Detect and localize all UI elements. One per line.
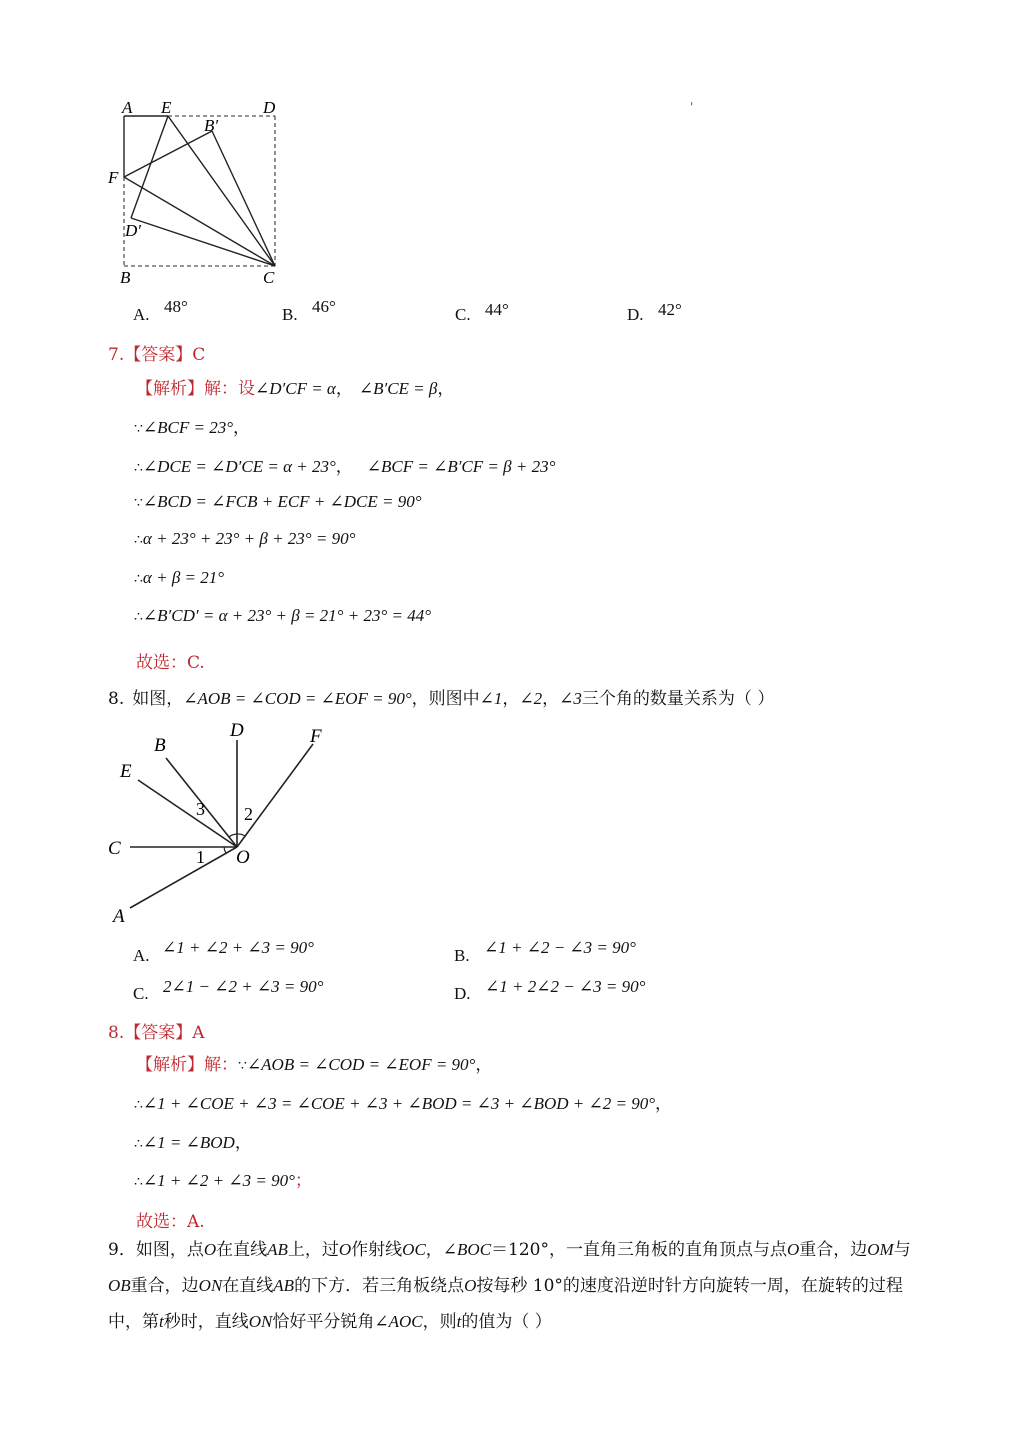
label-F: F [108, 168, 119, 187]
q9-var: ON [198, 1276, 223, 1295]
q8-sep-2: ， [542, 689, 560, 709]
q8-option-a-letter: A. [133, 946, 150, 965]
step-math: ∠1 + ∠COE + ∠3 = ∠COE + ∠3 + ∠BOD = ∠3 + ∠BOD + ∠2 = 90° [142, 1094, 656, 1113]
answer-7-analysis-line [136, 374, 454, 399]
analysis-intro: 解： [204, 1055, 238, 1075]
ray-OF [237, 744, 313, 847]
step-tail: ， [234, 1133, 252, 1153]
segment-BpC [212, 131, 275, 266]
q9-var: O [787, 1240, 800, 1259]
label-D: D [263, 98, 276, 117]
step-math: ∠DCE = ∠D′CE = α + 23° [142, 457, 336, 476]
label-O: O [236, 847, 250, 868]
label-E: E [120, 761, 132, 782]
analysis-sep-2: ， [437, 379, 455, 399]
step-math: ∠BCD = ∠FCB + ECF + ∠DCE = 90° [142, 492, 422, 511]
q9-var: O [464, 1276, 477, 1295]
q8-text-a: 如图， [132, 689, 184, 709]
a7-step-4 [134, 529, 355, 549]
analysis-label: 【解析】 [136, 379, 204, 399]
q9-var: t [159, 1312, 164, 1331]
q9-text: 与 [893, 1240, 911, 1260]
a7-step-6 [134, 606, 431, 626]
q9-number: 9． [108, 1240, 136, 1260]
step-symbol: ∴ [134, 1097, 143, 1113]
question-8 [108, 684, 774, 709]
label-E: E [161, 98, 172, 117]
q8-text-c: 三个角的数量关系为（ ） [581, 689, 775, 709]
angle-arc-2 [237, 834, 245, 836]
analysis-math-2: ∠B′CE = β [358, 379, 438, 398]
label-C: C [108, 838, 121, 859]
q8-option-d-value: ∠1 + 2∠2 − ∠3 = 90° [485, 977, 646, 996]
step-tail: ； [294, 1171, 312, 1191]
stray-mark: ' [690, 100, 694, 114]
q9-text: 恰好平分锐角∠ [272, 1312, 389, 1332]
q9-text: 重合，边 [799, 1240, 868, 1260]
label-B: B [154, 735, 166, 756]
q7-option-a-value: 48° [164, 297, 188, 316]
a8-step-1 [134, 1089, 672, 1114]
q9-text: 按每秒 10°的速度沿逆时针方向旋转一周，在旋转的过程中，第 [108, 1276, 903, 1332]
step-math: α + β = 21° [142, 568, 225, 587]
step-symbol: ∵ [134, 495, 143, 511]
q8-option-c-letter: C. [133, 984, 149, 1003]
step-symbol: ∴ [134, 571, 143, 587]
q9-text: 在直线 [222, 1276, 274, 1296]
a7-step-5 [134, 568, 224, 588]
a7-step-3 [134, 492, 422, 512]
q9-text: 的值为（ ） [461, 1312, 552, 1332]
step-math: ∠BCF = 23° [142, 418, 234, 437]
q9-text: ＝120°，一直角三角板的直角顶点与点 [491, 1240, 787, 1260]
step-math: ∠1 + ∠2 + ∠3 = 90° [142, 1171, 295, 1190]
label-D: D [230, 720, 244, 741]
figure-7-diagram [100, 95, 300, 295]
a8-step-2 [134, 1128, 252, 1153]
step-symbol: ∴ [134, 1174, 143, 1190]
analysis-tail: ， [475, 1055, 493, 1075]
q9-var: OM [867, 1240, 894, 1259]
segment-FC [124, 177, 275, 266]
analysis-label: 【解析】 [136, 1055, 204, 1075]
q9-var: BOC [457, 1240, 492, 1259]
angle-arc-3 [229, 834, 237, 837]
a7-step-2 [134, 452, 555, 477]
step-tail: ， [233, 418, 251, 438]
q8-angle-1: ∠1 [479, 689, 503, 708]
segment-EDp [131, 116, 168, 218]
q9-text: 如图，点 [135, 1240, 204, 1260]
q8-option-c-value: 2∠1 − ∠2 + ∠3 = 90° [163, 977, 324, 996]
q8-angle-2: ∠2 [519, 689, 543, 708]
q9-var: OB [108, 1276, 131, 1295]
label-B: B [120, 268, 131, 287]
analysis-symbol: ∵ [238, 1058, 247, 1074]
label-A: A [113, 906, 125, 927]
segment-EC [168, 116, 275, 266]
q8-angle-3: ∠3 [559, 689, 582, 708]
step-math-2: ∠BCF = ∠B′CF = β + 23° [366, 457, 556, 476]
step-math: α + 23° + 23° + β + 23° = 90° [142, 529, 356, 548]
label-angle-3: 3 [196, 799, 205, 819]
q9-var: AOC [388, 1312, 423, 1331]
label-Dp: D′ [125, 221, 141, 240]
a8-step-3 [134, 1166, 312, 1191]
q9-text: 重合，边 [130, 1276, 199, 1296]
q9-text: 秒时，直线 [163, 1312, 249, 1332]
label-A: A [122, 98, 133, 117]
answer-8-analysis-line [136, 1050, 492, 1075]
figure-8-diagram [100, 718, 340, 928]
q7-option-b-value: 46° [312, 297, 336, 316]
q9-var: AB [267, 1240, 288, 1259]
q8-option-d-letter: D. [454, 984, 471, 1003]
q8-option-b-value: ∠1 + ∠2 − ∠3 = 90° [484, 938, 636, 957]
q7-option-a-letter: A. [133, 305, 150, 324]
q8-text-b: ，则图中 [411, 689, 480, 709]
label-angle-2: 2 [244, 804, 253, 824]
q9-text: 上，过 [287, 1240, 339, 1260]
q7-option-d-value: 42° [658, 300, 682, 319]
q9-var: AB [273, 1276, 295, 1295]
q9-var: O [338, 1240, 352, 1259]
answer-7-conclusion: 故选：C. [136, 653, 205, 673]
answer-8-conclusion: 故选：A. [136, 1212, 205, 1232]
q7-option-c-value: 44° [485, 300, 509, 319]
analysis-math: ∠AOB = ∠COD = ∠EOF = 90° [246, 1055, 476, 1074]
q7-option-c-letter: C. [455, 305, 471, 324]
q9-text: ，则 [422, 1312, 457, 1332]
q9-var: O [203, 1240, 217, 1259]
ray-OE [138, 780, 237, 847]
step-math: ∠1 = ∠BOD [142, 1133, 235, 1152]
step-symbol: ∴ [134, 460, 143, 476]
label-F: F [310, 726, 322, 747]
q8-number: 8. [108, 689, 125, 709]
label-Bp: B′ [204, 116, 219, 135]
answer-7-header: 7.【答案】C [108, 345, 206, 365]
q9-var: OC [402, 1240, 426, 1259]
question-9 [108, 1232, 918, 1340]
step-symbol: ∵ [134, 421, 143, 437]
q9-text: 的下方．若三角板绕点 [294, 1276, 465, 1296]
ray-OA [130, 847, 237, 908]
q8-math: ∠AOB = ∠COD = ∠EOF = 90° [183, 689, 412, 708]
q9-text: 在直线 [216, 1240, 268, 1260]
step-symbol: ∴ [134, 532, 143, 548]
step-math: ∠B′CD′ = α + 23° + β = 21° + 23° = 44° [142, 606, 432, 625]
analysis-math-1: ∠D′CF = α [255, 379, 336, 398]
q8-option-b-letter: B. [454, 946, 470, 965]
analysis-intro: 解：设 [204, 379, 255, 399]
segment-FBp [124, 131, 212, 177]
q9-var: ON [248, 1312, 273, 1331]
q9-text: ，∠ [425, 1240, 458, 1260]
q8-sep-1: ， [502, 689, 520, 709]
q9-text: 作射线 [351, 1240, 403, 1260]
q8-option-a-value: ∠1 + ∠2 + ∠3 = 90° [162, 938, 314, 957]
q7-option-d-letter: D. [627, 305, 644, 324]
step-symbol: ∴ [134, 1136, 143, 1152]
step-tail: ， [335, 457, 353, 477]
label-C: C [263, 268, 275, 287]
angle-arc-1 [224, 847, 226, 853]
analysis-sep-1: ， [335, 379, 353, 399]
q7-option-b-letter: B. [282, 305, 298, 324]
step-symbol: ∴ [134, 609, 143, 625]
answer-8-header: 8.【答案】A [108, 1023, 205, 1043]
step-tail: ， [655, 1094, 673, 1114]
segment-DpC [131, 218, 275, 266]
a7-step-1 [134, 413, 250, 438]
q9-var: t [456, 1312, 462, 1331]
label-angle-1: 1 [196, 847, 205, 867]
